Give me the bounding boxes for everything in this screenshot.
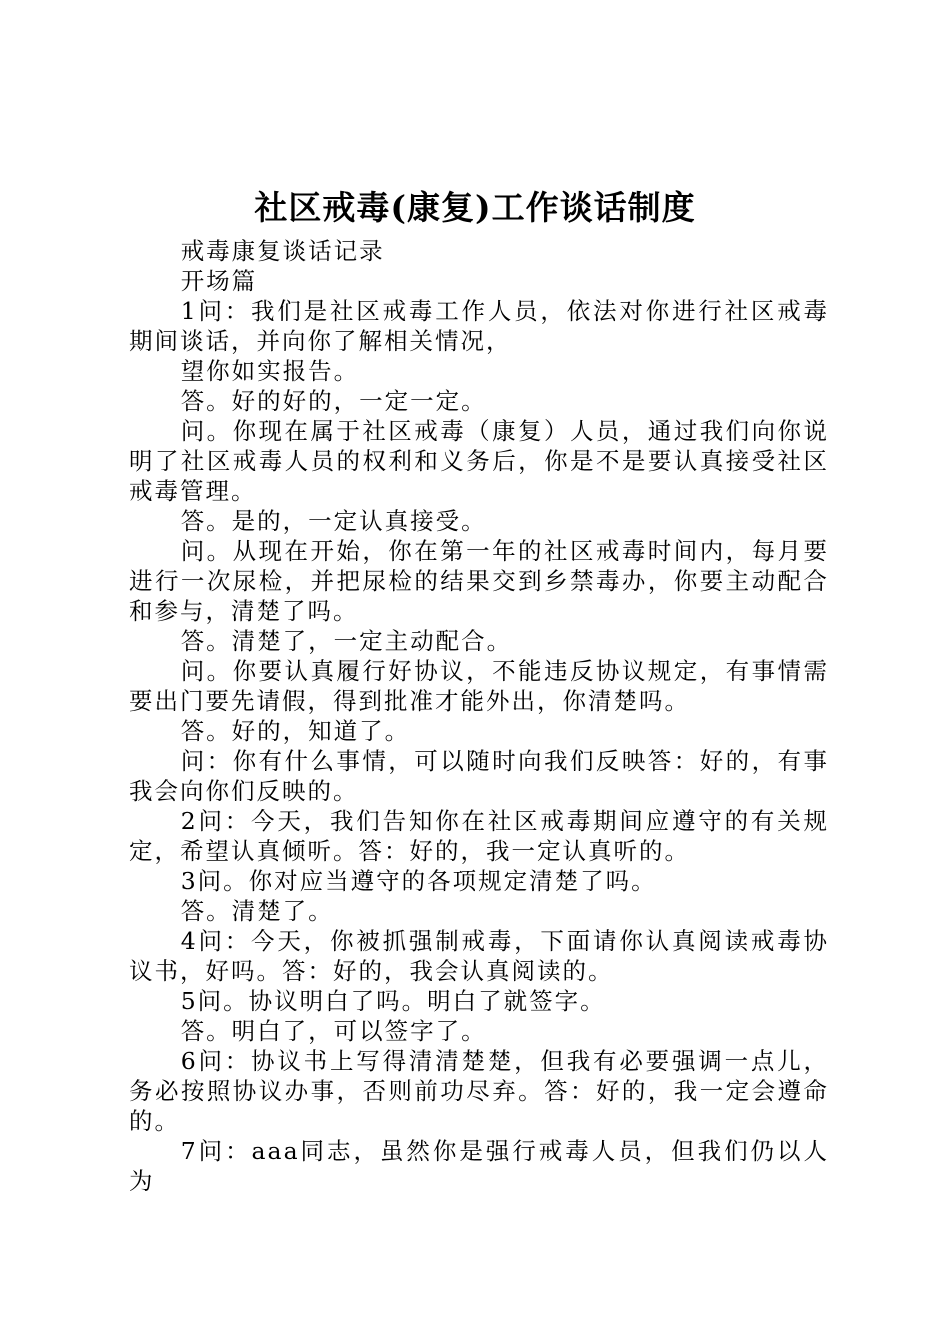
paragraph: 戒毒康复谈话记录 [180, 237, 385, 265]
paragraph: 7问：aaa同志，虽然你是强行戒毒人员，但我们仍以人为 [129, 1137, 829, 1195]
paragraph: 3问。你对应当遵守的各项规定清楚了吗。 [180, 867, 657, 895]
paragraph: 答。好的好的，一定一定。 [180, 387, 487, 415]
document-body [129, 236, 829, 1196]
paragraph: 望你如实报告。 [180, 357, 360, 385]
paragraph: 4问：今天，你被抓强制戒毒，下面请你认真阅读戒毒协议书，好吗。答：好的，我会认真阅读的。 [129, 927, 829, 985]
paragraph: 问：你有什么事情，可以随时向我们反映答：好的，有事我会向你们反映的。 [129, 747, 829, 805]
paragraph: 问。从现在开始，你在第一年的社区戒毒时间内，每月要进行一次尿检，并把尿检的结果交到乡禁毒办，你要主动配合和参与，清楚了吗。 [129, 537, 829, 625]
paragraph: 开场篇 [180, 267, 258, 295]
paragraph: 6问：协议书上写得清清楚楚，但我有必要强调一点儿，务必按照协议办事，否则前功尽弃。答：好的，我一定会遵命的。 [129, 1047, 829, 1135]
paragraph: 问。你现在属于社区戒毒（康复）人员，通过我们向你说明了社区戒毒人员的权利和义务后，你是不是要认真接受社区戒毒管理。 [129, 417, 829, 505]
paragraph: 答。明白了，可以签字了。 [180, 1017, 487, 1045]
paragraph: 答。好的，知道了。 [180, 717, 411, 745]
paragraph: 5问。协议明白了吗。明白了就签字。 [180, 987, 606, 1015]
paragraph: 答。清楚了，一定主动配合。 [180, 627, 513, 655]
paragraph: 问。你要认真履行好协议，不能违反协议规定，有事情需要出门要先请假，得到批准才能外出，你清楚吗。 [129, 657, 829, 715]
page-title: 社区戒毒(康复)工作谈话制度 [254, 188, 696, 227]
paragraph: 1问：我们是社区戒毒工作人员，依法对你进行社区戒毒期间谈话，并向你了解相关情况， [129, 297, 829, 355]
paragraph: 答。是的，一定认真接受。 [180, 507, 487, 535]
paragraph: 答。清楚了。 [180, 897, 334, 925]
paragraph: 2问：今天，我们告知你在社区戒毒期间应遵守的有关规定，希望认真倾听。答：好的，我一定认真听的。 [129, 807, 829, 865]
